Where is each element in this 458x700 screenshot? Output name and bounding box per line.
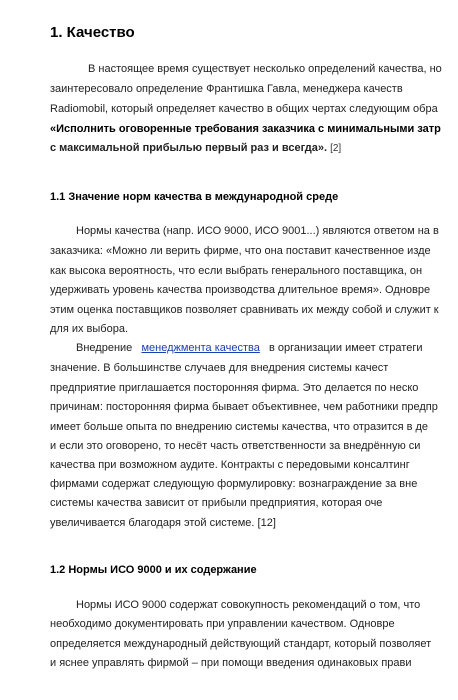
- paragraph-line: Нормы ИСО 9000 содержат совокупность рекомендаций о том, что: [76, 599, 421, 611]
- paragraph-line: и яснее управлять фирмой – при помощи введения одинаковых прави: [50, 657, 412, 669]
- paragraph-line: значение. В большинстве случаев для внедрения системы качест: [50, 362, 389, 374]
- paragraph-line: [50, 142, 341, 155]
- paragraph-line: В настоящее время существует несколько определений качества, но: [88, 63, 442, 75]
- paragraph-line: и если это оговорено, то несёт часть ответственности за внедрённую си: [50, 440, 421, 452]
- subsection-heading-international: 1.1 Значение норм качества в международной среде: [50, 191, 339, 203]
- paragraph-line: системы качества зависит от прибыли предприятия, которая оче: [50, 497, 383, 509]
- quality-management-link[interactable]: менеджмента качества: [141, 342, 260, 354]
- paragraph-line: заказчика: «Можно ли верить фирме, что она поставит качественное изде: [50, 245, 431, 257]
- paragraph-line: этим оценка поставщиков позволяет сравнивать их между собой и служит к: [50, 304, 439, 316]
- paragraph-bold-text: с максимальной прибылью первый раз и всегда».: [50, 142, 328, 154]
- paragraph-line: [76, 342, 422, 355]
- paragraph-line: для их выбора.: [50, 323, 129, 335]
- paragraph-line: определяется международный действующий стандарт, который позволяет: [50, 638, 432, 650]
- paragraph-line-bold: «Исполнить оговоренные требования заказчика с минимальными затр: [50, 123, 441, 135]
- paragraph-line: фирмами содержат следующую формулировку: вознаграждение за вне: [50, 478, 418, 490]
- paragraph-line: качества при возможном аудите. Контракты с передовыми консалтинг: [50, 459, 410, 471]
- paragraph-line: удерживать уровень качества производства длительное время». Одновре: [50, 284, 431, 296]
- section-heading-quality: 1. Качество: [50, 24, 135, 41]
- paragraph-line: заинтересовало определение Франтишка Гавла, менеджера качеств: [50, 83, 403, 95]
- paragraph-line: как высока вероятность, что если выбрать генерального поставщика, он: [50, 265, 423, 277]
- paragraph-line: увеличивается благодаря этой системе. [12]: [50, 517, 276, 529]
- reference: [2]: [330, 143, 342, 154]
- paragraph-line: имеет больше опыта по внедрению системы качества, что отразится в де: [50, 421, 429, 433]
- paragraph-text: в организации имеет стратеги: [269, 342, 423, 354]
- subsection-heading-iso9000: 1.2 Нормы ИСО 9000 и их содержание: [50, 564, 257, 576]
- paragraph-line: Нормы качества (напр. ИСО 9000, ИСО 9001...) являются ответом на в: [76, 225, 439, 237]
- paragraph-line: предприятие приглашается посторонняя фирма. Это делается по неско: [50, 382, 419, 394]
- paragraph-line: Radiomobil, который определяет качество в общих чертах следующим обра: [50, 103, 438, 115]
- paragraph-text: Внедрение: [76, 342, 133, 354]
- paragraph-line: необходимо документировать при управлении качеством. Одновре: [50, 618, 395, 630]
- paragraph-line: причинам: посторонняя фирма бывает объективнее, чем работники предпр: [50, 401, 438, 413]
